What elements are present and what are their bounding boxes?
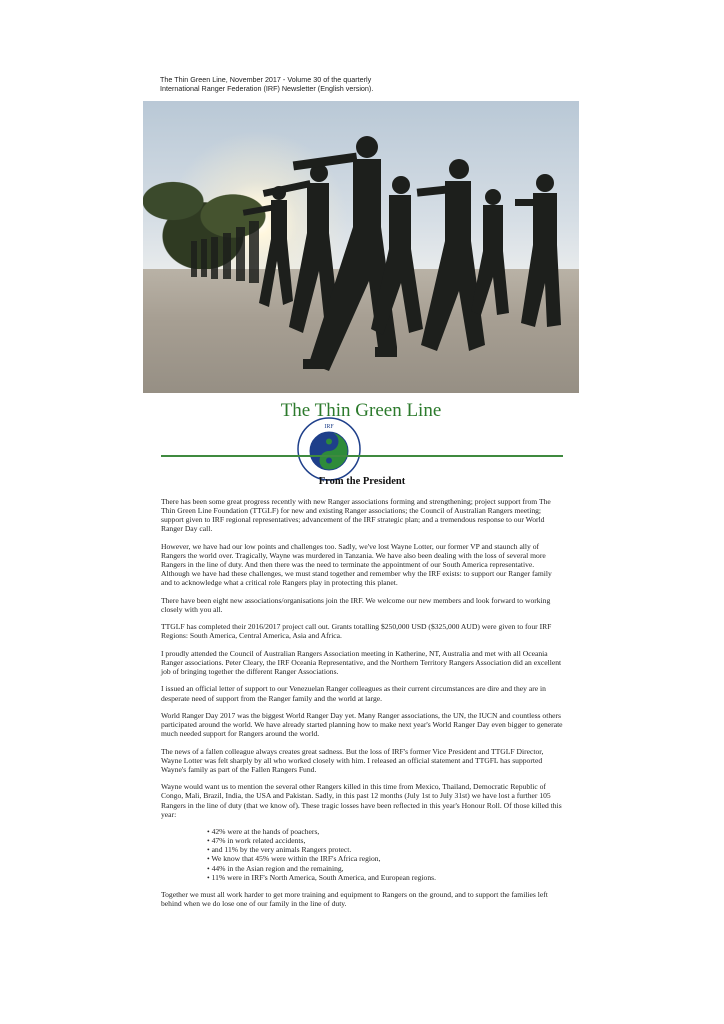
list-item: • 47% in work related accidents, bbox=[207, 836, 563, 845]
list-item: • 11% were in IRF's North America, South America, and European regions. bbox=[207, 873, 563, 882]
list-item: • 42% were at the hands of poachers, bbox=[207, 827, 563, 836]
section-title: From the President bbox=[318, 476, 406, 487]
marching-rangers-figures bbox=[143, 101, 579, 393]
paragraph: World Ranger Day 2017 was the biggest World Ranger Day yet. Many Ranger associations, the UN, the IUCN and countless others participated around the world. We have already started planning how to make next year's World Ranger Day even bigger to generate much needed support for Rangers around the world. bbox=[161, 711, 563, 739]
paragraph: Wayne would want us to mention the several other Rangers killed in this time from Mexico, Thailand, Democratic Republic of Congo, Mali, Brazil, India, the USA and Pakistan. Sadly, in this past 12 months (July 1st to July 31st) we have lost a further 105 Rangers in the line of duty (that we know of). These tragic losses have been reflected in this year's Honour Roll. Of those killed this year: bbox=[161, 782, 562, 819]
list-item: • 44% in the Asian region and the remaining, bbox=[207, 864, 563, 873]
title-divider bbox=[161, 455, 563, 457]
header-line-2: International Ranger Federation (IRF) Newsletter (English version). bbox=[160, 83, 374, 93]
list-item: • and 11% by the very animals Rangers protect. bbox=[207, 845, 563, 854]
paragraph: However, we have had our low points and challenges too. Sadly, we've lost Wayne Lotter, our former VP and staunch ally of Rangers the world over. Tragically, Wayne was murdered in Tanzania. We have also been dealing with the loss of several more Rangers in the line of duty. And then there was the need to terminate the appointment of our South America representative. Although we have had these challenges, we must stand together and remember why the IRF exists: to support our Ranger family and to acknowledge what a critical role Rangers play in protecting this planet. bbox=[161, 541, 552, 588]
header-line-1: The Thin Green Line, November 2017 - Volume 30 of the quarterly bbox=[160, 75, 372, 84]
paragraph: There has been some great progress recently with new Ranger associations forming and strengthening; project support from The Thin Green Line Foundation (TTGLF) for new and existing Ranger associations; the Council of Australian Rangers meeting; support given to IRF regional representatives; advancement of the IRF strategic plan; and a tremendous response to our World Ranger Day call. bbox=[161, 497, 551, 534]
paragraph: I issued an official letter of support to our Venezuelan Ranger colleagues as their current circumstances are dire and they are in desperate need of support from the Ranger family and the world at large. bbox=[161, 684, 546, 703]
list-item: • We know that 45% were within the IRF's Africa region, bbox=[207, 854, 563, 863]
paragraph: TTGLF has completed their 2016/2017 project call out. Grants totalling $250,000 USD ($325,000 AUD) were given to four IRF Regions: South America, Central America, Asia and Africa. bbox=[161, 622, 552, 641]
svg-text:IRF: IRF bbox=[324, 424, 334, 430]
newsletter-header bbox=[160, 76, 580, 93]
statistics-list bbox=[161, 827, 563, 882]
article-body bbox=[161, 497, 563, 916]
irf-logo bbox=[297, 417, 361, 481]
newsletter-title: The Thin Green Line bbox=[280, 400, 442, 421]
paragraph: There have been eight new associations/organisations join the IRF. We welcome our new members and look forward to working closely with you all. bbox=[161, 595, 551, 614]
paragraph: The news of a fallen colleague always creates great sadness. But the loss of IRF's former Vice President and TTGLF Director, Wayne Lotter was felt sharply by all who worked closely with him. I released an official statement and TTGFL has supported Wayne's family as part of the Fallen Rangers Fund. bbox=[161, 746, 544, 774]
closing-paragraph: Together we must all work harder to get more training and equipment to Rangers on the ground, and to support the families left behind when we do lose one of our family in the line of duty. bbox=[161, 889, 548, 908]
paragraph: I proudly attended the Council of Australian Rangers Association meeting in Katherine, NT, Australia and met with all Oceania Ranger associations. Peter Cleary, the IRF Oceania Representative, and the Northern Territory Rangers Association did an excellent job of bringing together the different Ranger Associations. bbox=[161, 648, 562, 676]
